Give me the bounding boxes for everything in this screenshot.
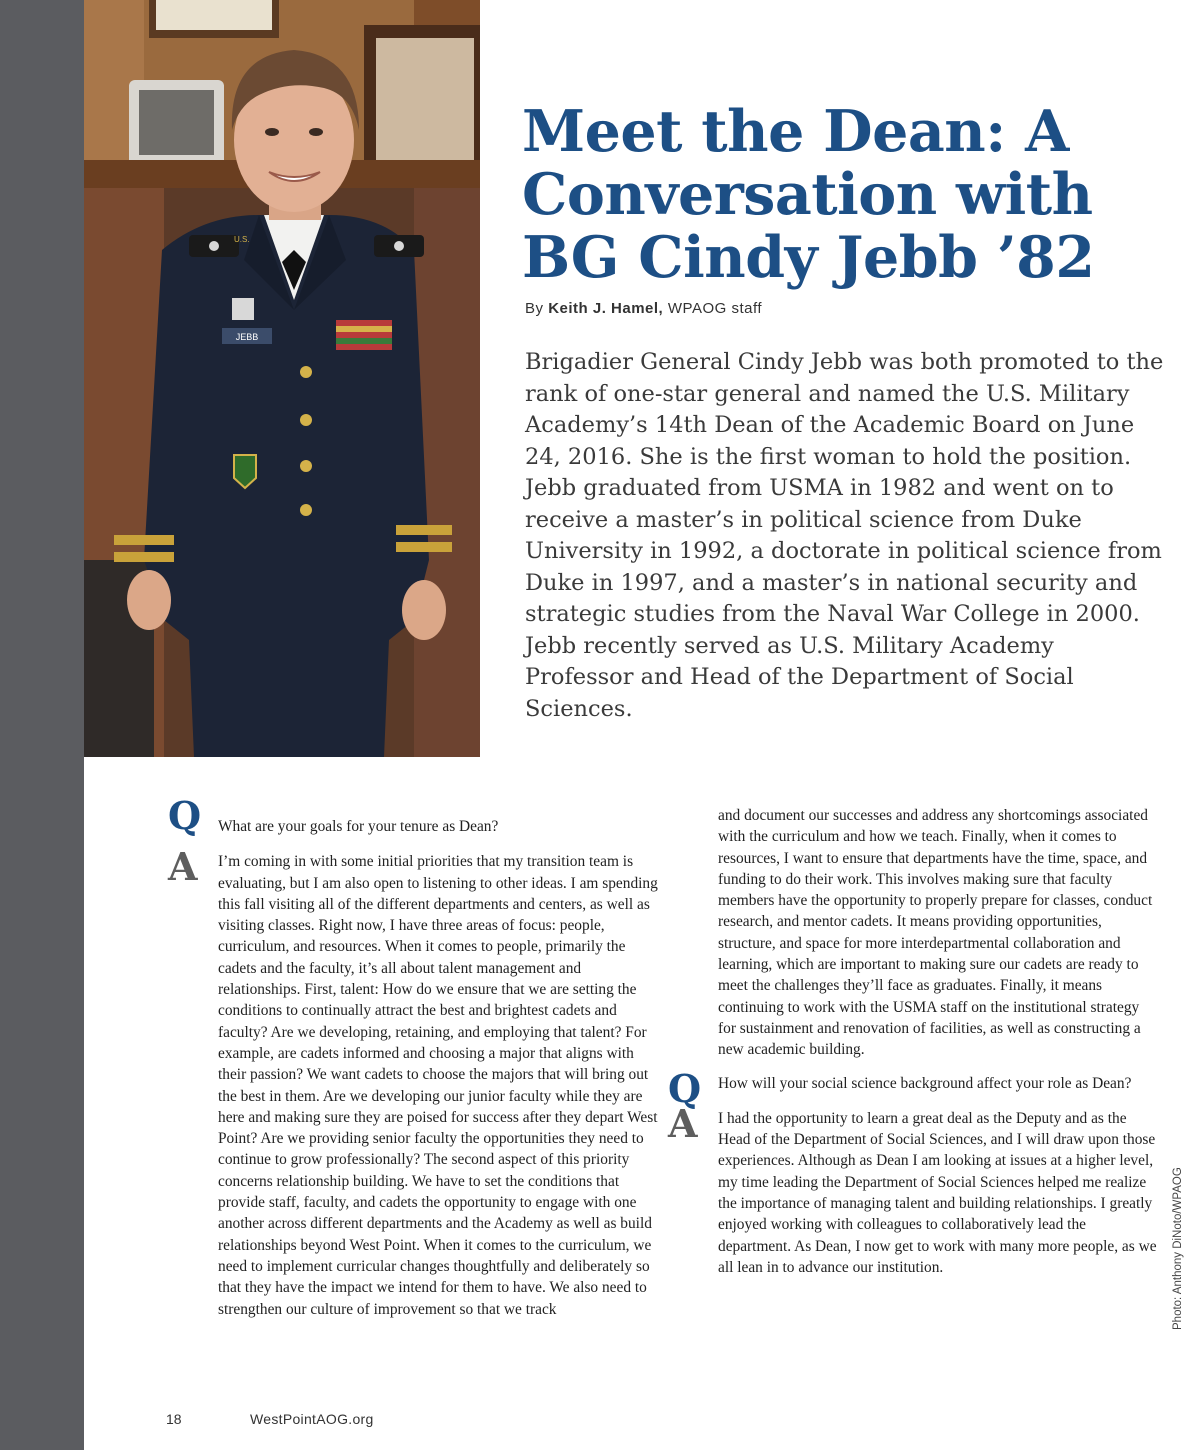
nameplate-text: JEBB [235, 332, 259, 342]
byline [525, 300, 762, 317]
title-line: BG Cindy Jebb ’82 [522, 224, 1095, 291]
intro-paragraph: Brigadier General Cindy Jebb was both promoted to the rank of one-star general and named the U.S. Military Academy’s 14th Dean of the Academic Board on June 24, 2016. She is the first woman to hold the position. Jebb graduated from USMA in 1982 and went on to receive a master’s in political science from Duke University in 1992, a doctorate in political science from Duke in 1997, and a master’s in national security and strategic studies from the Naval War College in 2000. Jebb recently served as U.S. Military Academy Professor and Head of the Department of Social Sciences. [525, 349, 1164, 722]
question-mark-letter: Q [168, 793, 202, 838]
title-line: Meet the Dean: A [522, 98, 1069, 165]
photo-credit: Photo: Anthony DiNoto/WPAOG [1172, 1167, 1184, 1330]
byline-prefix: By [525, 300, 549, 317]
question-text: What are your goals for your tenure as Dean? [218, 818, 499, 835]
answer-block [168, 844, 658, 1320]
answer-text: I had the opportunity to learn a great deal as the Deputy and as the Head of the Department of Social Sciences, and I will draw upon those experiences. Although as Dean I am looking at issues at a higher level, my time leading the Department of Social Sciences helped me realize the importance of managing talent and building relationships. I greatly enjoyed working with colleagues to collaboratively lead the department. As Dean, I now get to work with many more people, as we all lean in to advance our institution. [718, 1109, 1157, 1276]
question-block [668, 1065, 1158, 1111]
question-block [168, 793, 658, 838]
article-title [522, 100, 1172, 289]
answer-text: I’m coming in with some initial priorities that my transition team is evaluating, but I am also open to listening to other ideas. I am spending this fall visiting all of the different departments and centers, as well as visiting classes. Right now, I have three areas of focus: people, curriculum, and resources. When it comes to people, primarily the cadets and the faculty, it’s all about talent management and relationships. First, talent: How do we ensure that we are setting the conditions to continually attract the best and brightest cadets and faculty? Are we developing, retaining, and employing that talent? For example, are cadets informed and choosing a major that aligns with their passion? We want cadets to choose the majors that will bring out the best in them. Are we developing our junior faculty while they are here and making sure they are poised for success after they depart West Point? Are we providing senior faculty the opportunities they need to continue to grow professionally? The second aspect of this priority concerns relationship building. We have to set the conditions that provide staff, faculty, and cadets the opportunity to engage with one another across different departments and the Academy as well as build relationships beyond West Point. When it comes to the curriculum, we need to implement curricular changes thoughtfully and deliberately so that they have the impact we intend for them to have. We also need to strengthen our culture of improvement so that we track [218, 853, 658, 1318]
collar-insignia-text: U.S. [234, 235, 250, 244]
answer-block [668, 1100, 1158, 1278]
question-mark-letter: Q [668, 1065, 702, 1111]
answer-continued-text: and document our successes and address any shortcomings associated with the curriculum and how we teach. Finally, when it comes to resources, I want to ensure that departments have the time, space, and funding to do their work. This involves making sure that faculty members have the opportunity to properly prepare for classes, conduct research, and mentor cadets. It means providing opportunities, structure, and space for more interdepartmental collaboration and learning, which are important to making sure our cadets are ready to meet the challenges they’ll face as graduates. Finally, it means continuing to work with the USMA staff on the institutional strategy for sustainment and renovation of facilities, as well as constructing a new academic building. [718, 807, 1153, 1059]
page-number: 18 [166, 1411, 182, 1427]
side-strip [0, 0, 84, 1450]
answer-mark-letter: A [168, 844, 198, 890]
question-text: How will your social science background affect your role as Dean? [718, 1074, 1132, 1092]
byline-suffix: WPAOG staff [663, 300, 763, 317]
byline-author: Keith J. Hamel, [548, 300, 664, 317]
answer-mark-letter: A [668, 1100, 698, 1146]
site-url: WestPointAOG.org [250, 1411, 374, 1427]
title-line: Conversation with [522, 161, 1093, 228]
dean-portrait-photo [84, 0, 480, 757]
column-left [168, 793, 658, 1328]
column-right [668, 805, 1158, 1286]
